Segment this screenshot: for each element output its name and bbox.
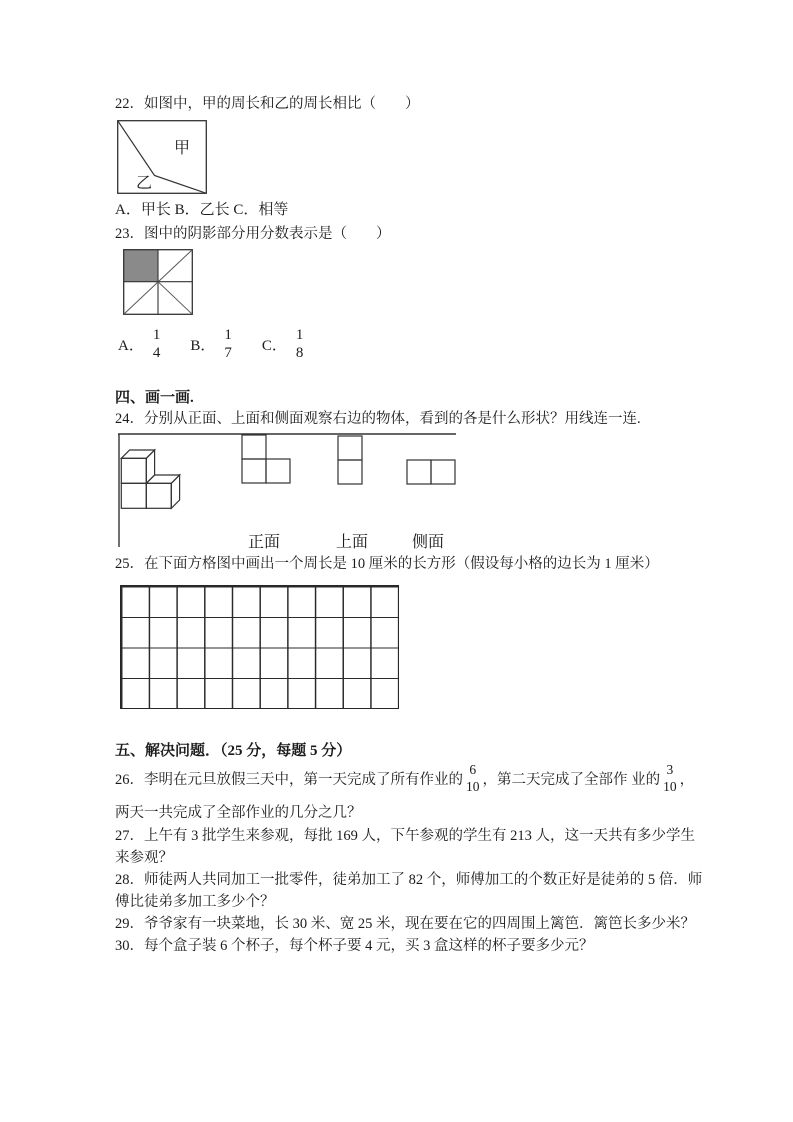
q26-fraction-2: 3 10 [663, 762, 677, 794]
q23-option-a-label: A． [118, 338, 144, 354]
q22-square-diagram [117, 120, 207, 194]
q22-label-jia: 甲 [173, 140, 191, 157]
question-23-text: 23．图中的阴影部分用分数表示是（ ） [115, 226, 391, 242]
section-4-heading: 四、画一画. [115, 390, 194, 406]
q23-option-a [118, 328, 160, 361]
question-29-text: 29．爷爷家有一块菜地，长 30 米、宽 25 米，现在要在它的四周围上篱笆．篱笆长多少米？ [115, 916, 695, 932]
q23-option-b-fraction: 1 7 [224, 327, 232, 361]
question-25-text: 25．在下面方格图中画出一个周长是 10 厘米的长方形（假设每小格的边长为 1 厘米） [115, 556, 659, 572]
q23-option-a-fraction: 1 4 [152, 327, 161, 361]
question-30-text: 30．每个盒子装 6 个杯子，每个杯子要 4 元，买 3 盒这样的杯子要多少元？ [115, 938, 594, 954]
q24-front-view-shape [242, 435, 290, 483]
q26-text-part1: 26．李明在元旦放假三天中，第一天完成了所有作业的 [115, 771, 463, 788]
q23-figure [123, 249, 193, 315]
q26-text-part2: ，第二天完成了全部作 业的 [482, 771, 661, 788]
question-27-line1: 27．上午有 3 批学生来参观，每批 169 人，下午参观的学生有 213 人，这一天共有多少学生 [115, 828, 695, 844]
q23-shaded-square-diagram [123, 249, 193, 315]
question-26-line1 [115, 760, 694, 796]
q22-label-yi: 乙 [135, 175, 153, 192]
q24-cubes-drawing [121, 450, 179, 508]
q24-top-view-label: 上面 [335, 534, 369, 551]
q24-front-view-label: 正面 [247, 534, 281, 551]
q26-fraction-1: 6 10 [466, 762, 480, 794]
question-22-text: 22．如图中，甲的周长和乙的周长相比（ ） [115, 96, 420, 112]
question-22-options: A．甲长 B．乙长 C．相等 [115, 202, 289, 218]
q23-option-b [190, 328, 232, 361]
question-28-line1: 28．师徒两人共同加工一批零件，徒弟加工了 82 个，师傅加工的个数正好是徒弟的 5 倍．师 [115, 872, 703, 888]
q24-views-diagram [115, 427, 460, 552]
question-28-line2: 傅比徒弟多加工多少个？ [115, 894, 275, 910]
question-26-line2: 两天一共完成了全部作业的几分之几？ [115, 805, 362, 821]
question-27-line2: 来参观？ [115, 850, 173, 866]
q24-side-view-label: 侧面 [411, 534, 445, 551]
q23-option-c-fraction: 1 8 [295, 327, 304, 361]
section-5-heading: 五、解决问题．（25 分，每题 5 分） [115, 743, 352, 759]
q25-answer-grid[interactable] [120, 585, 399, 709]
q24-figure [115, 427, 460, 552]
q24-side-view-shape [407, 460, 455, 484]
q23-option-b-label: B． [190, 338, 216, 354]
q23-option-c-label: C． [261, 338, 287, 354]
question-24-text: 24．分别从正面、上面和侧面观察右边的物体，看到的各是什么形状？用线连一连. [115, 411, 641, 427]
q23-option-c [262, 328, 304, 361]
q22-figure [117, 120, 207, 194]
question-23-options [118, 328, 333, 361]
q26-text-part3: ， [679, 771, 695, 788]
q24-top-view-shape [338, 436, 362, 484]
